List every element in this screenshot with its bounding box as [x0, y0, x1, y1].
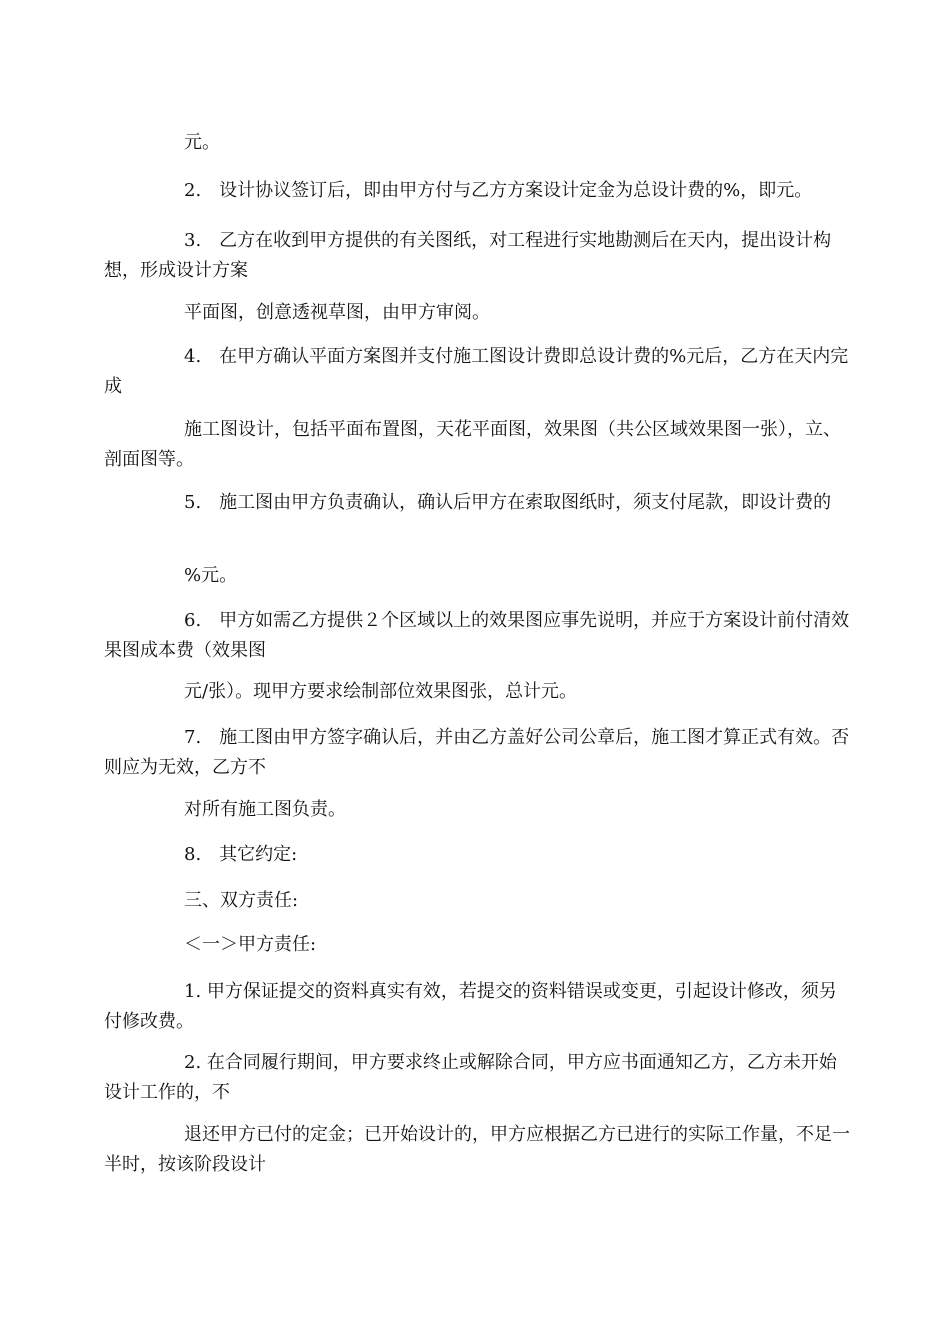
- paragraph-4: 平面图，创意透视草图，由甲方审阅。: [184, 302, 490, 323]
- paragraph-1: 元。: [184, 132, 220, 153]
- paragraph-11: 7. 施工图由甲方签字确认后，并由乙方盖好公司公章后，施工图才算正式有效。否则应为无效，乙方不: [104, 727, 850, 778]
- paragraph-12: 对所有施工图负责。: [184, 799, 346, 820]
- paragraph-14: 1. 甲方保证提交的资料真实有效，若提交的资料错误或变更，引起设计修改，须另付修改费。: [104, 981, 837, 1032]
- paragraph-15: 2. 在合同履行期间，甲方要求终止或解除合同，甲方应书面通知乙方，乙方未开始设计工作的，不: [104, 1052, 837, 1103]
- paragraph-7: 5. 施工图由甲方负责确认，确认后甲方在索取图纸时，须支付尾款，即设计费的: [184, 492, 832, 513]
- section-heading: 三、双方责任:: [184, 890, 299, 911]
- paragraph-8: %元。: [184, 565, 238, 586]
- paragraph-10: 元/张）。现甲方要求绘制部位效果图张，总计元。: [184, 681, 578, 702]
- paragraph-5: 4. 在甲方确认平面方案图并支付施工图设计费即总设计费的%元后，乙方在天内完成: [104, 346, 849, 397]
- paragraph-16: 退还甲方已付的定金；已开始设计的，甲方应根据乙方已进行的实际工作量，不足一半时，按该阶段设计: [104, 1124, 850, 1175]
- paragraph-9: 6. 甲方如需乙方提供２个区域以上的效果图应事先说明，并应于方案设计前付清效果图成本费（效果图: [104, 610, 850, 661]
- paragraph-2: 2. 设计协议签订后，即由甲方付与乙方方案设计定金为总设计费的%，即元。: [184, 180, 813, 201]
- subsection-heading: ＜一＞甲方责任:: [184, 934, 317, 955]
- paragraph-3: 3. 乙方在收到甲方提供的有关图纸，对工程进行实地勘测后在天内，提出设计构想，形成设计方案: [104, 230, 832, 281]
- paragraph-13: 8. 其它约定:: [184, 844, 298, 865]
- paragraph-6: 施工图设计，包括平面布置图，天花平面图，效果图（共公区域效果图一张），立、剖面图等。: [104, 419, 841, 470]
